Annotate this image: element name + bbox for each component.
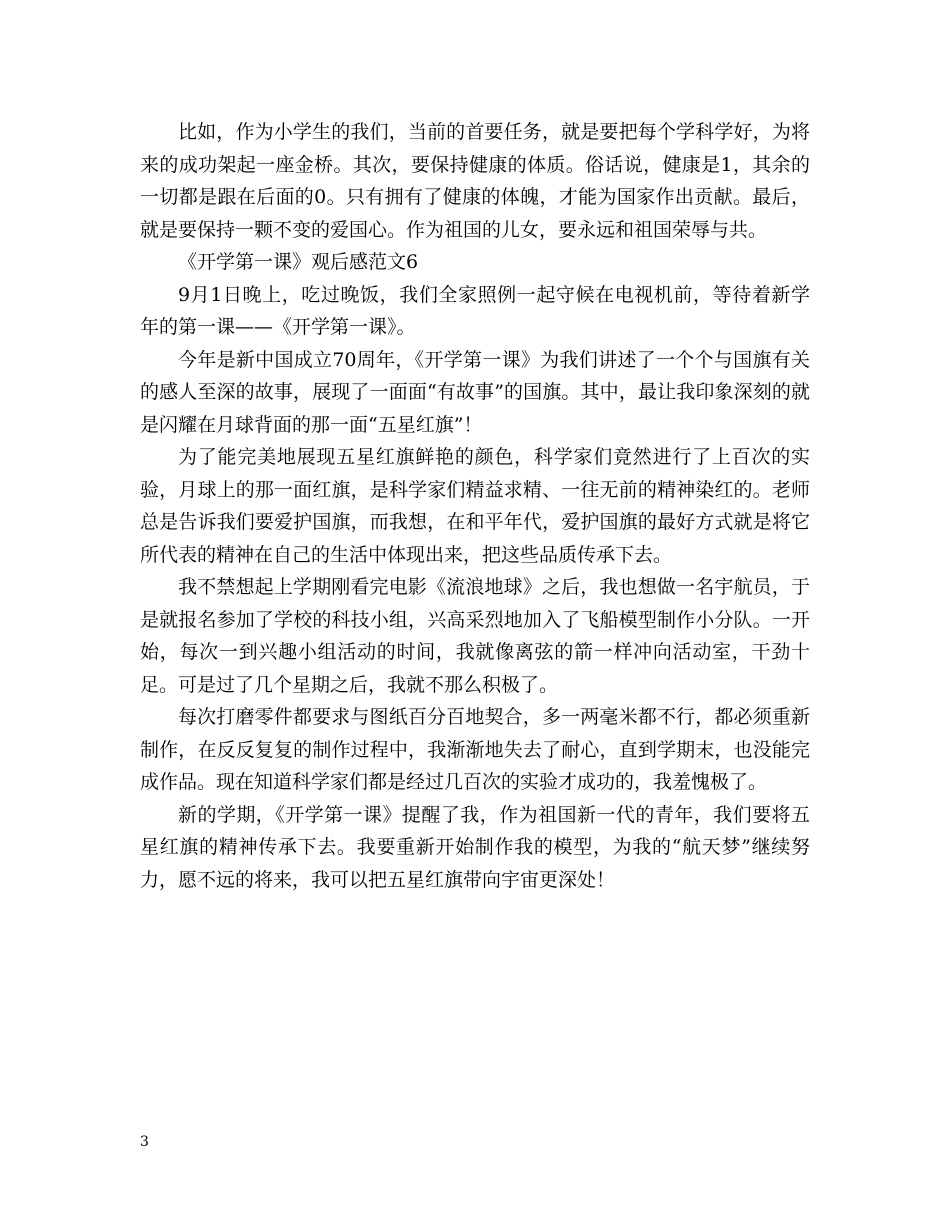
paragraph-7: 新的学期，《开学第一课》提醒了我，作为祖国新一代的青年，我们要将五星红旗的精神传承下去。我要重新开始制作我的模型，为我的“航天梦”继续努力，愿不远的将来，我可以把五星红旗带向宇宙更深处！: [140, 803, 810, 891]
paragraph-3: 今年是新中国成立70周年，《开学第一课》为我们讲述了一个个与国旗有关的感人至深的故事，展现了一面面“有故事”的国旗。其中，最让我印象深刻的就是闪耀在月球背面的那一面“五星红旗”！: [140, 348, 810, 436]
paragraph-2: 9月1日晚上，吃过晚饭，我们全家照例一起守候在电视机前，等待着新学年的第一课——《开学第一课》。: [140, 283, 810, 338]
paragraph-1: 比如，作为小学生的我们，当前的首要任务，就是要把每个学科学好，为将来的成功架起一座金桥。其次，要保持健康的体质。俗话说，健康是1，其余的一切都是跟在后面的0。只有拥有了健康的体魄，才能为国家作出贡献。最后，就是要保持一颗不变的爱国心。作为祖国的儿女，要永远和祖国荣辱与共。: [140, 121, 810, 241]
paragraph-5: 我不禁想起上学期刚看完电影《流浪地球》之后，我也想做一名宇航员，于是就报名参加了学校的科技小组，兴高采烈地加入了飞船模型制作小分队。一开始，每次一到兴趣小组活动的时间，我就像离弦的箭一样冲向活动室，干劲十足。可是过了几个星期之后，我就不那么积极了。: [140, 576, 810, 696]
page-number: 3: [140, 1134, 149, 1150]
document-body: [140, 116, 810, 896]
section-heading: 《开学第一课》观后感范文6: [178, 251, 419, 273]
paragraph-4: 为了能完美地展现五星红旗鲜艳的颜色，科学家们竟然进行了上百次的实验，月球上的那一面红旗，是科学家们精益求精、一往无前的精神染红的。老师总是告诉我们要爱护国旗，而我想，在和平年代，爱护国旗的最好方式就是将它所代表的精神在自己的生活中体现出来，把这些品质传承下去。: [140, 446, 810, 566]
paragraph-6: 每次打磨零件都要求与图纸百分百地契合，多一两毫米都不行，都必须重新制作，在反反复复的制作过程中，我渐渐地失去了耐心，直到学期末，也没能完成作品。现在知道科学家们都是经过几百次的实验才成功的，我羞愧极了。: [140, 706, 810, 793]
